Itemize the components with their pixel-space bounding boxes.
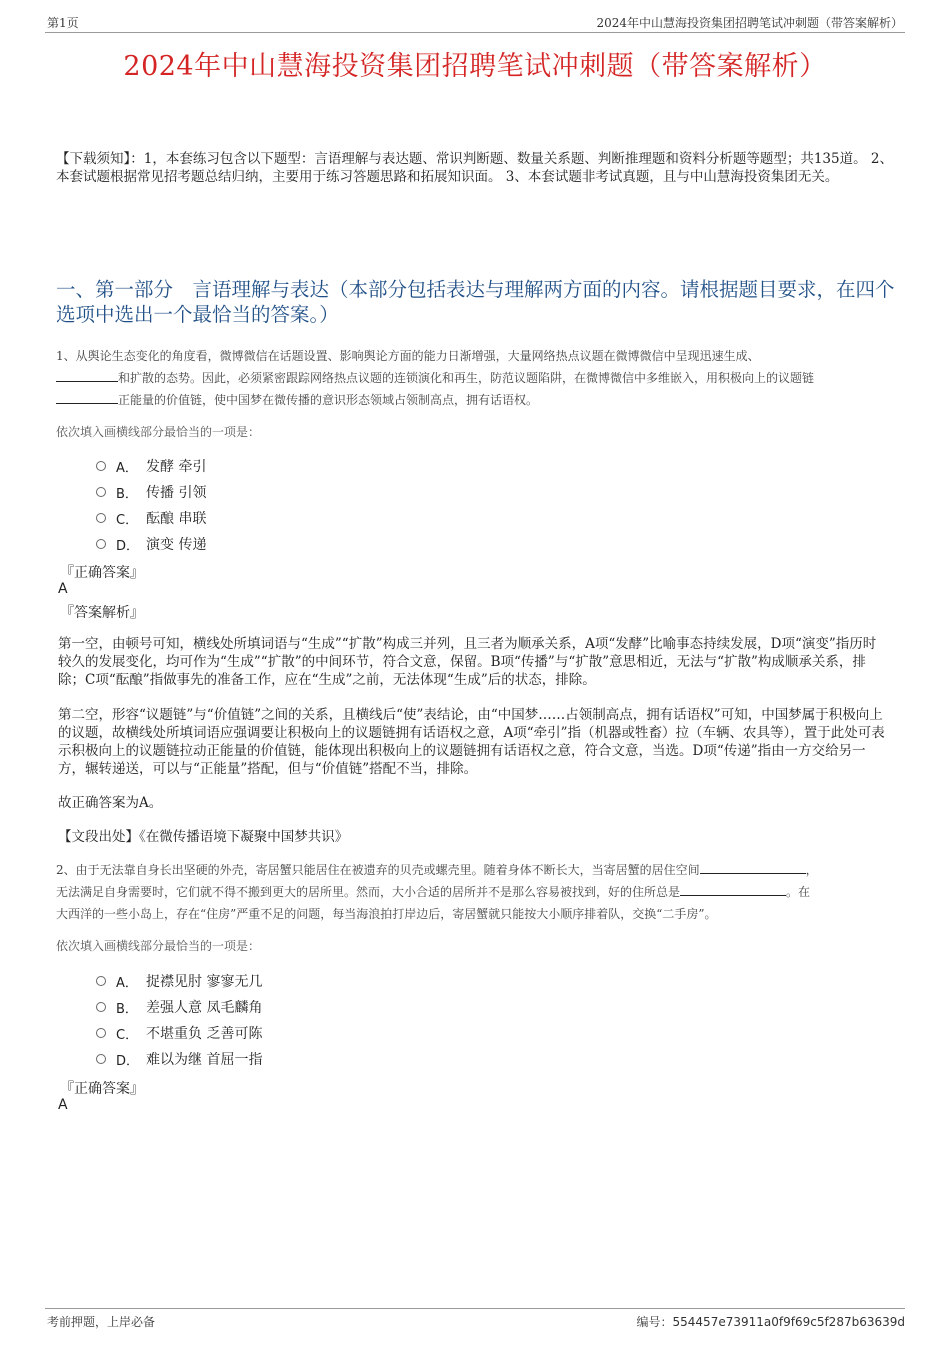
question-2-option-c[interactable]: C． 不堪重负 乏善可陈 [96, 1023, 262, 1043]
fill-blank [56, 391, 118, 404]
question-1-analysis-paragraph-1: 第一空，由顿号可知，横线处所填词语与“生成”“扩散”构成三并列，且三者为顺承关系，A项“发酵”比喻事态持续发展，D项“演变”指历时较久的发展变化，均可作为“生成”“扩散”的中间环节，符合文意，保留。B项“传播”与“扩散”意思相近，无法与“扩散”构成顺承关系，排除；C项“酝酿”指做事先的准备工作，应在“生成”之前，无法体现“生成”后的状态，排除。 [58, 636, 877, 688]
question-1-conclusion: 故正确答案为A。 [58, 795, 163, 811]
question-1-answer: A [58, 581, 68, 597]
document-code: 编号：554457e73911a0f9f69c5f287b63639d [636, 1315, 905, 1329]
footer-slogan: 考前押题，上岸必备 [47, 1315, 156, 1329]
download-notice: 【下载须知】：1，本套练习包含以下题型：言语理解与表达题、常识判断题、数量关系题、判断推理题和资料分析题等题型；共135道。 2、本套试题根据常见招考题总结归纳，主要用于练习答题思路和拓展知识面。 3、本套试题非考试真题，且与中山慧海投资集团无关。 [56, 151, 893, 185]
header-divider [45, 32, 905, 33]
question-1-line-3: 正能量的价值链，使中国梦在微传播的意识形态领域占领制高点，拥有话语权。 [56, 389, 898, 411]
page-title: 2024年中山慧海投资集团招聘笔试冲刺题（带答案解析） [123, 51, 827, 82]
fill-blank [680, 883, 786, 896]
question-1-line-2: 和扩散的态势。因此，必须紧密跟踪网络热点议题的连锁演化和再生，防范议题陷阱，在微博微信中多维嵌入，用积极向上的议题链 [56, 367, 898, 389]
question-2-prompt: 依次填入画横线部分最恰当的一项是： [56, 939, 261, 953]
question-1-answer-label: 『正确答案』 [60, 565, 144, 581]
question-2-line-1: 2、由于无法靠自身长出坚硬的外壳，寄居蟹只能居住在被遗弃的贝壳或螺壳里。随着身体不断长大，当寄居蟹的居住空间 ， [56, 863, 818, 877]
question-1-source: 【文段出处】《在微传播语境下凝聚中国梦共识》 [58, 829, 349, 845]
radio-icon[interactable] [96, 1054, 106, 1064]
question-2-answer-label: 『正确答案』 [60, 1081, 144, 1097]
question-2-option-b[interactable]: B． 差强人意 凤毛麟角 [96, 997, 262, 1017]
question-1-option-a[interactable]: A． 发酵 牵引 [96, 456, 206, 476]
question-1-stem [56, 345, 898, 411]
question-1-option-c[interactable]: C． 酝酿 串联 [96, 508, 206, 528]
question-1-analysis-label: 『答案解析』 [60, 605, 144, 621]
question-1-line-1: 1、从舆论生态变化的角度看，微博微信在话题设置、影响舆论方面的能力日渐增强，大量网络热点议题在微博微信中呈现迅速生成、 [56, 349, 760, 363]
page-number: 第1页 [47, 16, 79, 30]
question-1-analysis-paragraph-2: 第二空，形容“议题链”与“价值链”之间的关系，且横线后“使”表结论，由“中国梦……占领制高点，拥有话语权”可知，中国梦属于积极向上的议题，故横线处所填词语应强调要让积极向上的议题链拥有话语权之意，A项“牵引”指（机器或牲畜）拉（车辆、农具等），置于此处可表示积极向上的议题链拉动正能量的价值链，能体现出积极向上的议题链拥有话语权之意，符合文意，当选。D项“传递”指由一方交给另一方，辗转递送，可以与“正能量”搭配，但与“价值链”搭配不当，排除。 [58, 707, 885, 777]
section-heading: 一、第一部分 言语理解与表达（本部分包括表达与理解两方面的内容。请根据题目要求，在四个选项中选出一个最恰当的答案。） [56, 278, 895, 326]
radio-icon[interactable] [96, 461, 106, 471]
question-2-line-2: 无法满足自身需要时，它们就不得不搬到更大的居所里。然而，大小合适的居所并不是那么容易被找到，好的住所总是 。在 [56, 885, 811, 899]
question-2-line-3: 大西洋的一些小岛上，存在“住房”严重不足的问题，每当海浪拍打岸边后，寄居蟹就只能按大小顺序排着队，交换“二手房”。 [56, 907, 717, 921]
question-1-prompt: 依次填入画横线部分最恰当的一项是： [56, 425, 261, 439]
radio-icon[interactable] [96, 539, 106, 549]
radio-icon[interactable] [96, 976, 106, 986]
question-2-answer: A [58, 1097, 68, 1113]
question-1-option-b[interactable]: B． 传播 引领 [96, 482, 206, 502]
radio-icon[interactable] [96, 1002, 106, 1012]
radio-icon[interactable] [96, 513, 106, 523]
fill-blank [56, 369, 118, 382]
radio-icon[interactable] [96, 1028, 106, 1038]
radio-icon[interactable] [96, 487, 106, 497]
footer-divider [45, 1308, 905, 1309]
question-1-option-d[interactable]: D． 演变 传递 [96, 534, 206, 554]
question-2-option-d[interactable]: D． 难以为继 首屈一指 [96, 1049, 262, 1069]
running-header-title: 2024年中山慧海投资集团招聘笔试冲刺题（带答案解析） [596, 16, 903, 30]
question-2-stem [56, 859, 898, 925]
question-2-option-a[interactable]: A． 捉襟见肘 寥寥无几 [96, 971, 262, 991]
fill-blank [700, 861, 806, 874]
